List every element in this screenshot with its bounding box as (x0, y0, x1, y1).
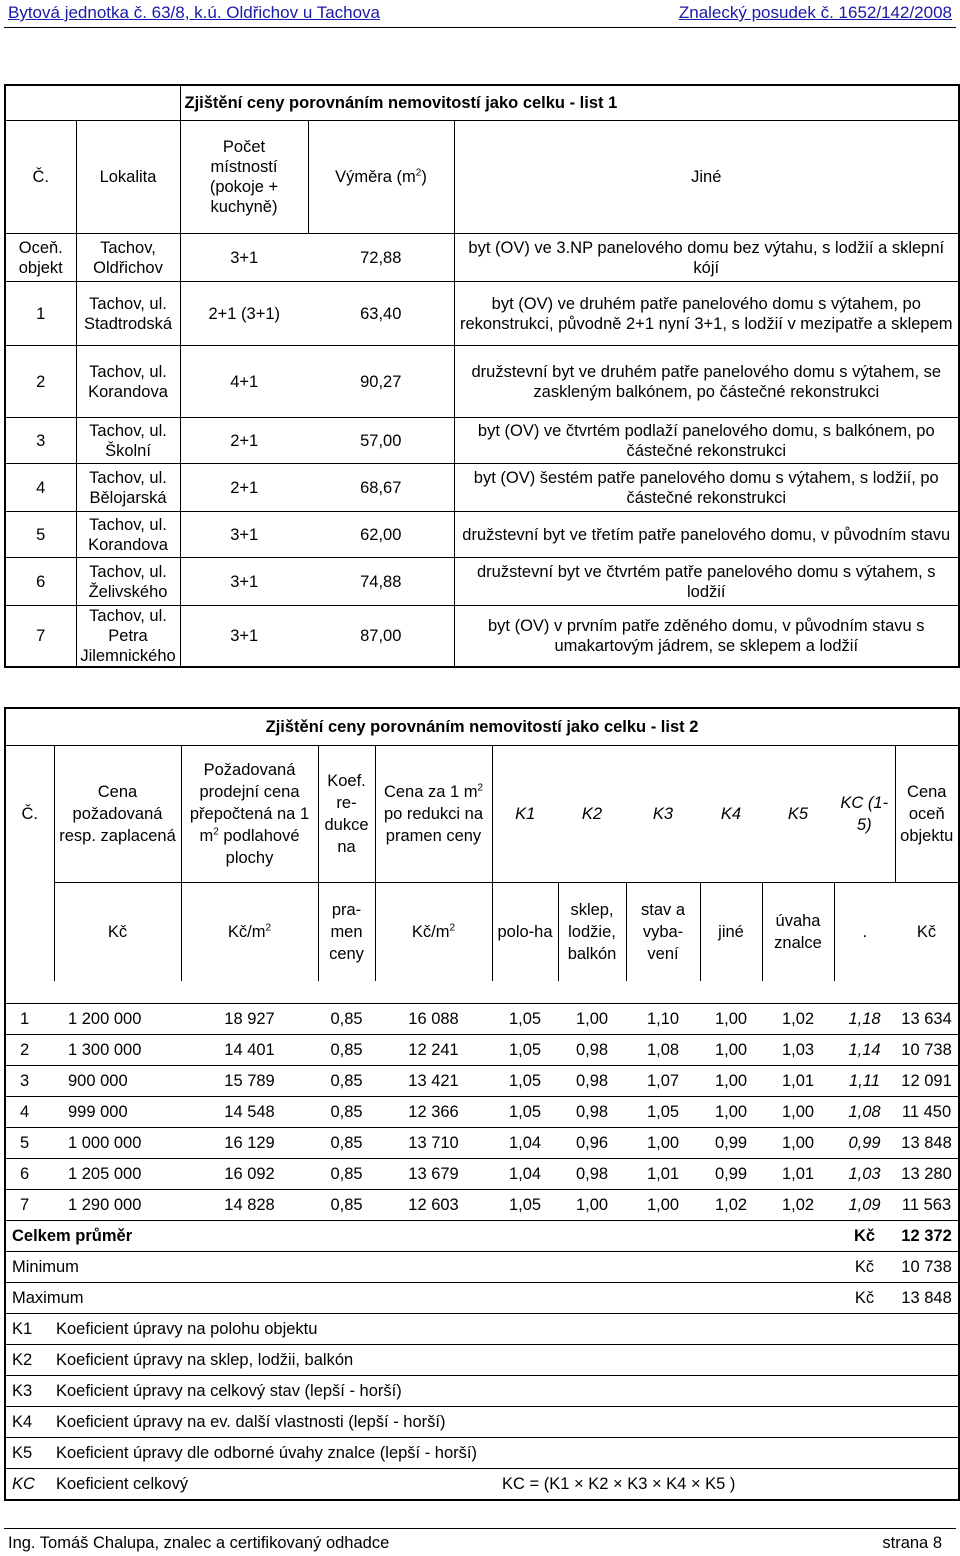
cell-kc: 1,11 (834, 1066, 895, 1097)
cell-k1: 1,04 (492, 1159, 558, 1190)
page-header (8, 3, 952, 25)
summary-unit: Kč (834, 1252, 895, 1283)
unit-sklep: sklep, lodžie, balkón (558, 883, 626, 982)
unit-kc: Kč (54, 883, 181, 982)
table-row (5, 1159, 959, 1190)
cell-k3: 1,00 (626, 1190, 700, 1221)
row-lokalita: Tachov, ul. Stadtrodská (76, 282, 180, 346)
row-pocet: 3+1 (180, 234, 308, 282)
cell-koef: 0,85 (318, 1159, 375, 1190)
row-pocet: 3+1 (180, 558, 308, 606)
unit-stav: stav a vyba-vení (626, 883, 700, 982)
row-lokalita: Tachov, ul. Želivského (76, 558, 180, 606)
cell-k5: 1,03 (762, 1035, 834, 1066)
cell-ocen: 11 563 (895, 1190, 959, 1221)
cell-ocen: 13 634 (895, 1004, 959, 1035)
col-header-pocet: Počet místností (pokoje + kuchyně) (180, 121, 308, 234)
legend-key: K2 (5, 1345, 54, 1376)
legend-text: Koeficient úpravy na celkový stav (lepší - horší) (54, 1376, 959, 1407)
row-number: 5 (5, 512, 76, 558)
legend-key-kc: KC (5, 1469, 54, 1501)
cell-koef: 0,85 (318, 1035, 375, 1066)
legend-row (5, 1345, 959, 1376)
row-number: 3 (5, 418, 76, 464)
col-header-c2: Č. (5, 746, 54, 883)
row-pocet: 3+1 (180, 512, 308, 558)
table-row (5, 1128, 959, 1159)
cell-red: 12 603 (375, 1190, 492, 1221)
col-header-lokalita: Lokalita (76, 121, 180, 234)
cell-kc: 1,08 (834, 1097, 895, 1128)
cell-kc: 1,03 (834, 1159, 895, 1190)
cell-koef: 0,85 (318, 1190, 375, 1221)
col-header-k3: K3 (652, 805, 674, 823)
cell-k5: 1,01 (762, 1066, 834, 1097)
cell-k1: 1,05 (492, 1004, 558, 1035)
legend-text-kc: Koeficient celkový (54, 1469, 492, 1501)
cell-k2: 0,98 (558, 1097, 626, 1128)
row-jine: byt (OV) ve čtvrtém podlaží panelového domu, s balkónem, po částečné rekonstrukci (454, 418, 959, 464)
legend-row-kc (5, 1469, 959, 1501)
cell-kc: 0,99 (834, 1128, 895, 1159)
cell-cena: 1 000 000 (54, 1128, 181, 1159)
cell-koef: 0,85 (318, 1066, 375, 1097)
row-jine: byt (OV) v prvním patře zděného domu, v původním stavu s umakartovým jádrem, se sklepem a lodžií (454, 606, 959, 668)
cell-ocen: 10 738 (895, 1035, 959, 1066)
header-right[interactable]: Znalecký posudek č. 1652/142/2008 (678, 3, 952, 22)
col-header-vymera: Výměra $(m^2)$ (308, 121, 454, 234)
cell-koef: 0,85 (318, 1128, 375, 1159)
cell-k4: 1,02 (700, 1190, 762, 1221)
cell-red: 13 679 (375, 1159, 492, 1190)
legend-row (5, 1438, 959, 1469)
cell-k2: 0,98 (558, 1159, 626, 1190)
row-jine: družstevní byt ve druhém patře panelového domu s výtahem, se zaskleným balkónem, po částečné rekonstrukci (454, 346, 959, 418)
cell-cena: 1 290 000 (54, 1190, 181, 1221)
cell-k3: 1,05 (626, 1097, 700, 1128)
row-lokalita: Tachov, ul. Korandova (76, 512, 180, 558)
cell-c: 7 (5, 1190, 54, 1221)
row-vymera: 63,40 (308, 282, 454, 346)
cell-m2: 15 789 (181, 1066, 318, 1097)
col-header-k5: K5 (787, 805, 809, 823)
cell-koef: 0,85 (318, 1004, 375, 1035)
legend-key: K3 (5, 1376, 54, 1407)
cell-red: 13 710 (375, 1128, 492, 1159)
legend-row (5, 1314, 959, 1345)
cell-k3: 1,10 (626, 1004, 700, 1035)
legend-key: K1 (5, 1314, 54, 1345)
row-pocet: 4+1 (180, 346, 308, 418)
cell-kc: 1,14 (834, 1035, 895, 1066)
list1-title: Zjištění ceny porovnáním nemovitostí jako celku - list 1 (180, 85, 959, 121)
row-vymera: 72,88 (308, 234, 454, 282)
unit-kcm2: $Kč/m^2$ (181, 883, 318, 982)
cell-k5: 1,01 (762, 1159, 834, 1190)
cell-koef: 0,85 (318, 1097, 375, 1128)
row-lokalita: Tachov, Oldřichov (76, 234, 180, 282)
cell-ocen: 12 091 (895, 1066, 959, 1097)
summary-row (5, 1283, 959, 1314)
unit-kcm2b: $Kč/m^2$ (375, 883, 492, 982)
cell-k4: 1,00 (700, 1035, 762, 1066)
cell-k5: 1,02 (762, 1190, 834, 1221)
row-vymera: 68,67 (308, 464, 454, 512)
unit-jine: jiné (700, 883, 762, 982)
legend-text: Koeficient úpravy na polohu objektu (54, 1314, 959, 1345)
footer-divider (4, 1528, 956, 1529)
cell-m2: 16 129 (181, 1128, 318, 1159)
cell-kc: 1,09 (834, 1190, 895, 1221)
table-row (5, 606, 959, 668)
row-pocet: 2+1 (180, 418, 308, 464)
cell-k4: 1,00 (700, 1066, 762, 1097)
row-jine: družstevní byt ve třetím patře panelového domu, v původním stavu (454, 512, 959, 558)
cell-k2: 1,00 (558, 1004, 626, 1035)
col-header-k1: K1 (515, 805, 536, 823)
col-header-jine: Jiné (454, 121, 959, 234)
table-row (5, 346, 959, 418)
cell-k3: 1,08 (626, 1035, 700, 1066)
row-lokalita: Tachov, ul. Bělojarská (76, 464, 180, 512)
legend-row (5, 1376, 959, 1407)
summary-value: 10 738 (895, 1252, 959, 1283)
legend-text: Koeficient úpravy dle odborné úvahy znalce (lepší - horší) (54, 1438, 959, 1469)
cell-red: 12 241 (375, 1035, 492, 1066)
col-header-c: Č. (5, 121, 76, 234)
footer-page: strana 8 (882, 1534, 942, 1552)
cell-c: 6 (5, 1159, 54, 1190)
table-row (5, 1097, 959, 1128)
cell-k1: 1,04 (492, 1128, 558, 1159)
cell-c: 2 (5, 1035, 54, 1066)
row-jine: družstevní byt ve čtvrtém patře panelového domu s výtahem, s lodžií (454, 558, 959, 606)
summary-unit: Kč (834, 1283, 895, 1314)
col-header-ocen: Cena oceň objektu (895, 746, 959, 883)
summary-label: Minimum (5, 1252, 834, 1283)
cell-kc: 1,18 (834, 1004, 895, 1035)
row-vymera: 74,88 (308, 558, 454, 606)
cell-m2: 14 401 (181, 1035, 318, 1066)
table-row (5, 464, 959, 512)
table-row (5, 234, 959, 282)
cell-k5: 1,02 (762, 1004, 834, 1035)
legend-formula-kc: KC = (K1 × K2 × K3 × K4 × K5 ) (492, 1469, 959, 1501)
footer-left: Ing. Tomáš Chalupa, znalec a certifikovaný odhadce (8, 1534, 390, 1552)
summary-label: Celkem průměr (5, 1221, 834, 1252)
row-lokalita: Tachov, ul. Školní (76, 418, 180, 464)
summary-unit: Kč (834, 1221, 895, 1252)
legend-key: K4 (5, 1407, 54, 1438)
col-header-pozadovana: Požadovaná prodejní cena přepočtená na 1 $m^2$ podlahové plochy (181, 746, 318, 883)
cell-k2: 1,00 (558, 1190, 626, 1221)
legend-text: Koeficient úpravy na sklep, lodžii, balkón (54, 1345, 959, 1376)
row-number: 7 (5, 606, 76, 668)
comparison-table-list-1 (4, 84, 960, 668)
cell-m2: 14 828 (181, 1190, 318, 1221)
unit-poloha: polo-ha (492, 883, 558, 982)
cell-k4: 1,00 (700, 1097, 762, 1128)
cell-k4: 1,00 (700, 1004, 762, 1035)
cell-red: 16 088 (375, 1004, 492, 1035)
cell-k4: 0,99 (700, 1128, 762, 1159)
row-lokalita: Tachov, ul. Korandova (76, 346, 180, 418)
cell-k1: 1,05 (492, 1097, 558, 1128)
table-row (5, 1066, 959, 1097)
legend-row (5, 1407, 959, 1438)
table-row (5, 1190, 959, 1221)
row-number: 4 (5, 464, 76, 512)
cell-red: 13 421 (375, 1066, 492, 1097)
list2-title: Zjištění ceny porovnáním nemovitostí jako celku - list 2 (5, 708, 959, 746)
col-header-k4: K4 (720, 805, 742, 823)
col-header-kc: KC (1-5) (840, 794, 889, 834)
row-jine: byt (OV) ve 3.NP panelového domu bez výtahu, s lodžií a sklepní kójí (454, 234, 959, 282)
cell-ocen: 11 450 (895, 1097, 959, 1128)
unit-dot: . (834, 883, 895, 982)
row-lokalita: Tachov, ul. Petra Jilemnického (76, 606, 180, 668)
cell-m2: 16 092 (181, 1159, 318, 1190)
cell-m2: 18 927 (181, 1004, 318, 1035)
cell-k3: 1,07 (626, 1066, 700, 1097)
row-vymera: 87,00 (308, 606, 454, 668)
row-vymera: 90,27 (308, 346, 454, 418)
cell-k5: 1,00 (762, 1128, 834, 1159)
table-row (5, 558, 959, 606)
unit-pramen: pra-men ceny (318, 883, 375, 982)
cell-cena: 1 205 000 (54, 1159, 181, 1190)
row-number: 1 (5, 282, 76, 346)
cell-cena: 999 000 (54, 1097, 181, 1128)
cell-k2: 0,98 (558, 1066, 626, 1097)
table-row (5, 418, 959, 464)
cell-k1: 1,05 (492, 1190, 558, 1221)
unit-uvaha: úvaha znalce (762, 883, 834, 982)
cell-ocen: 13 848 (895, 1128, 959, 1159)
row-pocet: 2+1 (180, 464, 308, 512)
row-number: Oceň. objekt (5, 234, 76, 282)
summary-row (5, 1252, 959, 1283)
cell-k1: 1,05 (492, 1035, 558, 1066)
table-row (5, 1004, 959, 1035)
row-number: 6 (5, 558, 76, 606)
table-row (5, 282, 959, 346)
cell-k1: 1,05 (492, 1066, 558, 1097)
row-pocet: 2+1 (3+1) (180, 282, 308, 346)
table-row (5, 1035, 959, 1066)
cell-k4: 0,99 (700, 1159, 762, 1190)
cell-k3: 1,01 (626, 1159, 700, 1190)
row-vymera: 57,00 (308, 418, 454, 464)
row-jine: byt (OV) šestém patře panelového domu s výtahem, s lodžií, po částečné rekonstrukci (454, 464, 959, 512)
row-vymera: 62,00 (308, 512, 454, 558)
header-divider (4, 27, 956, 28)
cell-c: 3 (5, 1066, 54, 1097)
table-row (5, 512, 959, 558)
unit-kc2: Kč (895, 883, 959, 982)
cell-ocen: 13 280 (895, 1159, 959, 1190)
cell-c: 4 (5, 1097, 54, 1128)
row-pocet: 3+1 (180, 606, 308, 668)
legend-key: K5 (5, 1438, 54, 1469)
summary-value: 12 372 (895, 1221, 959, 1252)
summary-row (5, 1221, 959, 1252)
col-header-koef: Koef. re-dukce na (318, 746, 375, 883)
cell-red: 12 366 (375, 1097, 492, 1128)
col-header-k2: K2 (581, 805, 603, 823)
legend-text: Koeficient úpravy na ev. další vlastnosti (lepší - horší) (54, 1407, 959, 1438)
cell-c: 5 (5, 1128, 54, 1159)
col-header-cenaza: Cena za 1 $m^2$ po redukci na pramen ceny (375, 746, 492, 883)
row-jine: byt (OV) ve druhém patře panelového domu s výtahem, po rekonstrukci, původně 2+1 nyní 3+1, s lodžií v mezipatře a sklepem (454, 282, 959, 346)
cell-m2: 14 548 (181, 1097, 318, 1128)
summary-label: Maximum (5, 1283, 834, 1314)
comparison-table-list-2 (4, 707, 960, 1501)
cell-c: 1 (5, 1004, 54, 1035)
col-header-cena: Cena požadovaná resp. zaplacená (54, 746, 181, 883)
cell-k3: 1,00 (626, 1128, 700, 1159)
header-left[interactable]: Bytová jednotka č. 63/8, k.ú. Oldřichov u Tachova (8, 3, 381, 22)
cell-cena: 1 200 000 (54, 1004, 181, 1035)
row-number: 2 (5, 346, 76, 418)
cell-cena: 900 000 (54, 1066, 181, 1097)
cell-cena: 1 300 000 (54, 1035, 181, 1066)
cell-k2: 0,96 (558, 1128, 626, 1159)
cell-k5: 1,00 (762, 1097, 834, 1128)
cell-k2: 0,98 (558, 1035, 626, 1066)
summary-value: 13 848 (895, 1283, 959, 1314)
